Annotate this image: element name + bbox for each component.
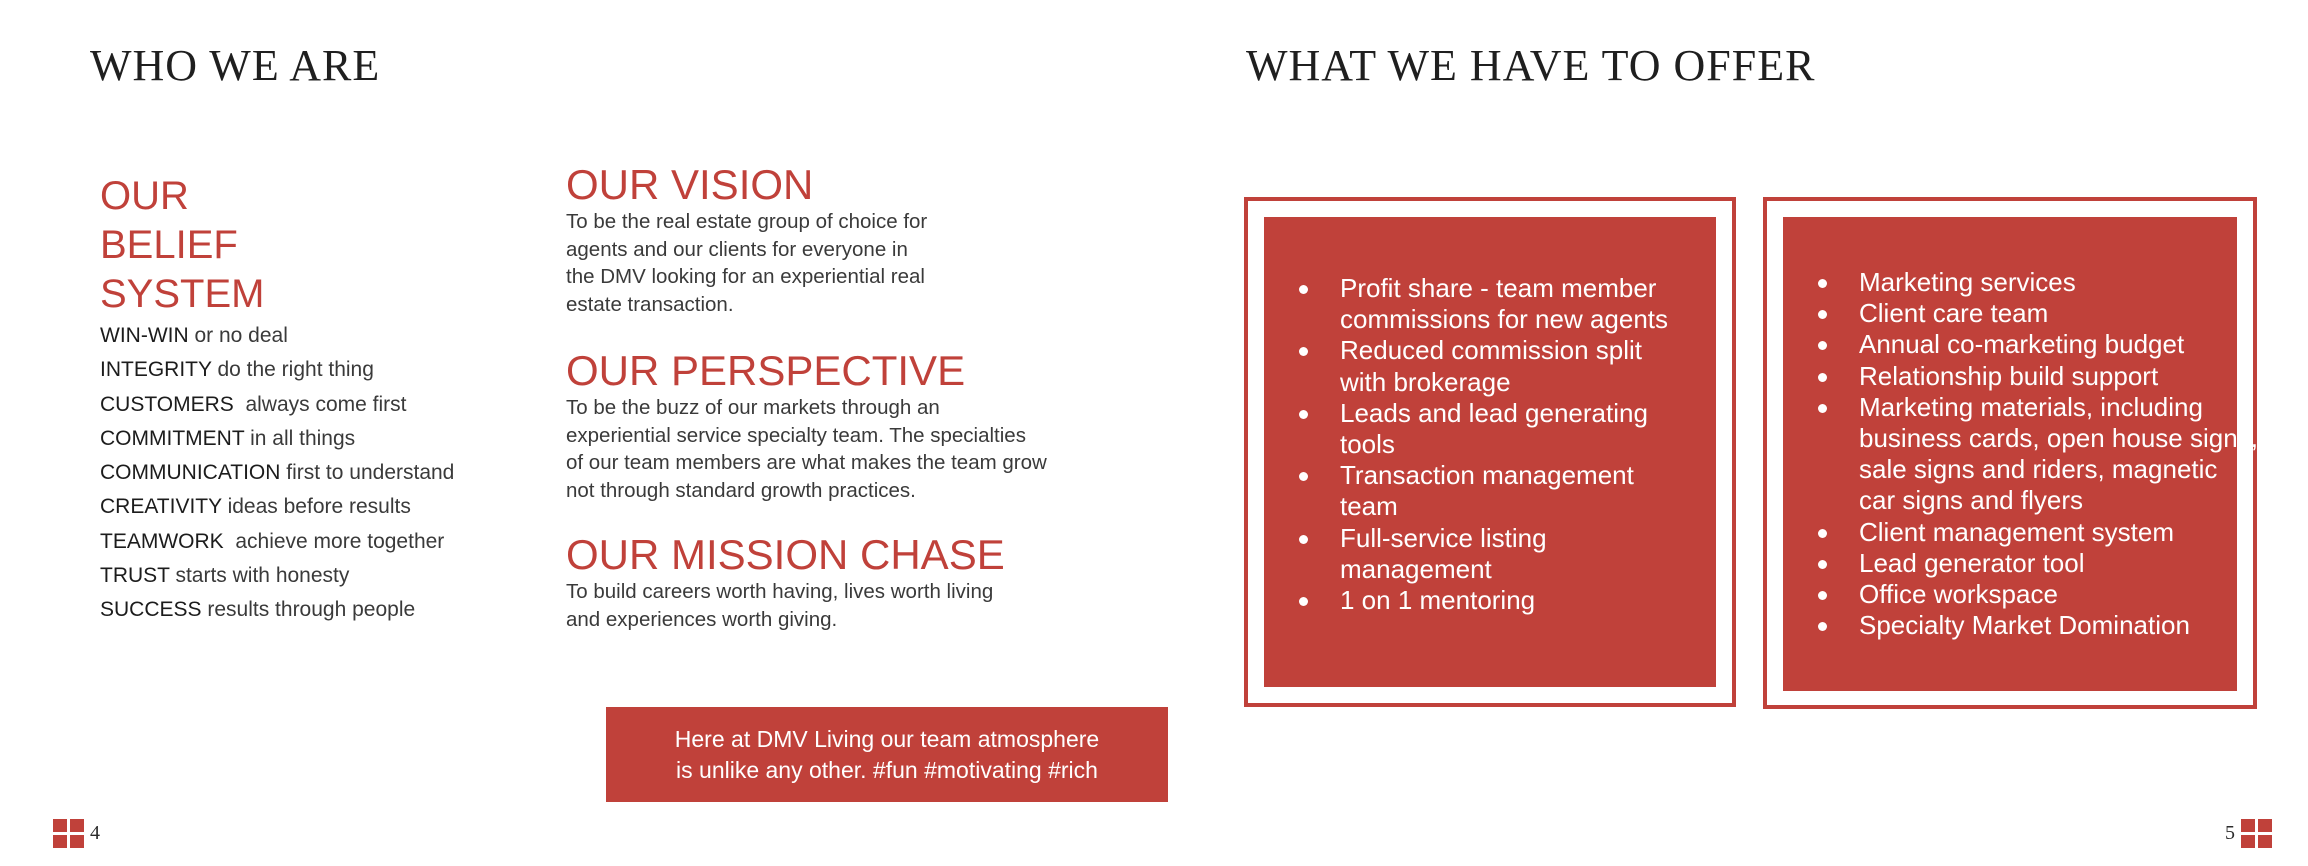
- offer-item: [1859, 361, 2237, 392]
- offer-item-line: Annual co-marketing budget: [1859, 329, 2185, 360]
- belief-item: [100, 593, 454, 627]
- bullet-dot-icon: [1299, 347, 1308, 356]
- offer-item-line: tools: [1340, 429, 1395, 460]
- belief-description: or no deal: [188, 324, 288, 347]
- vision-line: the DMV looking for an experiential real: [566, 265, 925, 288]
- belief-description: first to understand: [280, 461, 455, 485]
- offer-item-line: Specialty Market Domination: [1859, 610, 2190, 641]
- offer-item-line: business cards, open house signs,: [1859, 423, 2258, 454]
- belief-description: in all things: [244, 426, 356, 450]
- callout-line: Here at DMV Living our team atmosphere: [674, 725, 1100, 752]
- mission-text: [566, 578, 1106, 633]
- bullet-dot-icon: [1299, 285, 1308, 294]
- belief-title-line: BELIEF: [100, 223, 238, 267]
- bullet-dot-icon: [1818, 560, 1827, 569]
- belief-keyword: COMMITMENT: [100, 426, 245, 450]
- vision-title: OUR VISION: [566, 161, 814, 208]
- belief-keyword: INTEGRITY: [100, 358, 212, 382]
- offer-item-line: with brokerage: [1340, 366, 1511, 397]
- bullet-dot-icon: [1299, 410, 1308, 419]
- offer-item: [1340, 335, 1716, 397]
- bullet-dot-icon: [1818, 310, 1827, 319]
- belief-item: [100, 456, 454, 490]
- offer-box-2-frame: [1763, 197, 2257, 709]
- offer-item-line: team: [1340, 491, 1398, 522]
- mission-section: [566, 532, 1106, 633]
- bullet-dot-icon: [1818, 341, 1827, 350]
- offer-item: [1859, 391, 2258, 517]
- belief-item: [100, 388, 454, 422]
- belief-item: [100, 422, 454, 456]
- mission-line: To build careers worth having, lives worth living: [566, 580, 994, 603]
- belief-keyword: SUCCESS: [100, 598, 202, 622]
- offer-item: [1340, 398, 1716, 460]
- bullet-dot-icon: [1818, 404, 1827, 413]
- belief-description: ideas before results: [221, 495, 411, 519]
- belief-title-line: SYSTEM: [100, 272, 265, 316]
- grid-logo-icon: [2241, 819, 2272, 848]
- perspective-title: OUR PERSPECTIVE: [566, 347, 966, 394]
- bullet-dot-icon: [1818, 373, 1827, 382]
- perspective-line: of our team members are what makes the team grow: [566, 451, 1047, 474]
- page-number-right: 5: [2225, 822, 2235, 844]
- bullet-dot-icon: [1818, 279, 1827, 288]
- vision-text: [566, 208, 1086, 318]
- offer-item-line: Client management system: [1859, 516, 2175, 547]
- offer-item-line: Reduced commission split: [1340, 335, 1643, 366]
- belief-keyword: COMMUNICATION: [100, 461, 281, 485]
- offer-item-line: Transaction management: [1340, 460, 1634, 491]
- perspective-section: [566, 348, 1126, 504]
- offer-item: [1859, 548, 2237, 579]
- perspective-line: experiential service specialty team. The specialties: [566, 423, 1026, 447]
- belief-description: results through people: [201, 598, 416, 622]
- offer-item-line: Client care team: [1859, 298, 2049, 329]
- offer-item: [1340, 460, 1716, 522]
- offer-item: [1859, 298, 2237, 329]
- callout-line: is unlike any other. #fun #motivating #rich: [676, 756, 1098, 783]
- belief-description: always come first: [233, 392, 407, 416]
- mission-line: and experiences worth giving.: [566, 607, 838, 631]
- offer-item: [1859, 329, 2237, 360]
- offer-item: [1340, 273, 1716, 335]
- offer-list-1: [1340, 273, 1716, 616]
- bullet-dot-icon: [1818, 591, 1827, 600]
- offer-box-1: [1264, 217, 1716, 687]
- vision-line: To be the real estate group of choice for: [566, 210, 928, 233]
- offer-item-line: Leads and lead generating: [1340, 397, 1648, 428]
- offer-item: [1340, 523, 1716, 585]
- vision-line: estate transaction.: [566, 292, 734, 316]
- bullet-dot-icon: [1299, 472, 1308, 481]
- offer-box-1-frame: [1244, 197, 1736, 707]
- offer-item-line: Relationship build support: [1859, 360, 2159, 391]
- belief-item: [100, 490, 454, 524]
- offer-item-line: Marketing materials, including: [1859, 391, 2203, 422]
- perspective-line: To be the buzz of our markets through an: [566, 396, 940, 419]
- vision-line: agents and our clients for everyone in: [566, 237, 908, 261]
- offer-item-line: Profit share - team member: [1340, 273, 1657, 303]
- belief-description: achieve more together: [223, 529, 445, 553]
- belief-item: [100, 319, 454, 353]
- bullet-dot-icon: [1818, 622, 1827, 631]
- offer-item: [1340, 585, 1716, 616]
- offer-box-2: [1783, 217, 2258, 691]
- page-number-left: 4: [90, 822, 100, 844]
- belief-item: [100, 559, 454, 593]
- offer-item-line: management: [1340, 553, 1492, 584]
- offer-item-line: Marketing services: [1859, 267, 2076, 297]
- offer-item: [1859, 267, 2237, 298]
- vision-section: [566, 162, 1086, 318]
- offer-item-line: commissions for new agents: [1340, 304, 1669, 335]
- bullet-dot-icon: [1299, 597, 1308, 606]
- offer-item-line: Lead generator tool: [1859, 547, 2085, 578]
- offer-item-line: 1 on 1 mentoring: [1340, 585, 1536, 616]
- offer-item: [1859, 517, 2237, 548]
- grid-logo-icon: [53, 819, 84, 848]
- perspective-line: not through standard growth practices.: [566, 478, 916, 502]
- offer-item-line: Office workspace: [1859, 579, 2058, 610]
- footer-right: [2225, 819, 2272, 848]
- belief-keyword: TRUST: [100, 564, 170, 588]
- belief-title-line: OUR: [100, 174, 189, 218]
- perspective-text: [566, 394, 1126, 504]
- belief-system-section: [100, 172, 454, 628]
- offer-item: [1859, 610, 2237, 641]
- what-we-offer-heading: WHAT WE HAVE TO OFFER: [1246, 41, 1816, 90]
- belief-keyword: TEAMWORK: [100, 529, 224, 553]
- footer-left: [53, 819, 100, 848]
- belief-list: [100, 319, 454, 628]
- offer-item: [1859, 579, 2237, 610]
- belief-item: [100, 525, 454, 559]
- belief-system-title: [100, 172, 454, 319]
- offer-item-line: Full-service listing: [1340, 522, 1547, 553]
- belief-keyword: WIN-WIN: [100, 324, 189, 347]
- offer-item-line: sale signs and riders, magnetic: [1859, 454, 2218, 485]
- mission-title: OUR MISSION CHASE: [566, 531, 1005, 578]
- who-we-are-heading: WHO WE ARE: [90, 41, 381, 90]
- team-atmosphere-callout: [606, 707, 1168, 802]
- belief-keyword: CUSTOMERS: [100, 392, 234, 416]
- belief-keyword: CREATIVITY: [100, 495, 222, 519]
- belief-item: [100, 353, 454, 387]
- offer-list-2: [1859, 267, 2258, 641]
- offer-item-line: car signs and flyers: [1859, 485, 2083, 516]
- belief-description: do the right thing: [211, 358, 374, 382]
- bullet-dot-icon: [1299, 535, 1308, 544]
- bullet-dot-icon: [1818, 529, 1827, 538]
- belief-description: starts with honesty: [169, 564, 350, 588]
